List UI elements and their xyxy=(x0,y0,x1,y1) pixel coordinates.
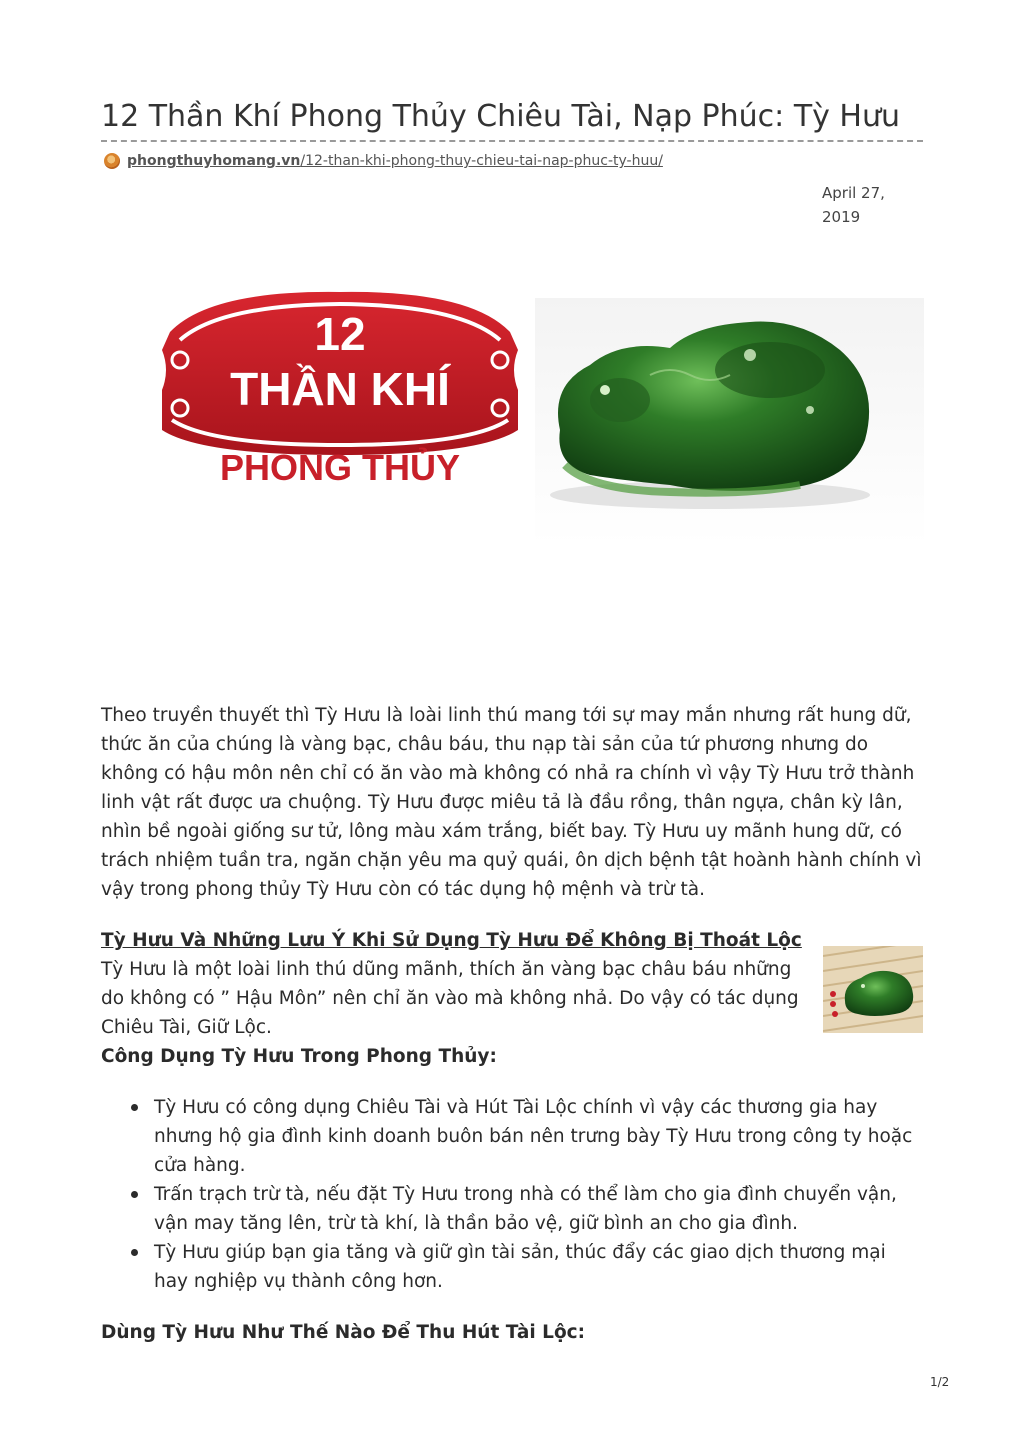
title-divider xyxy=(101,140,923,142)
subhead-link[interactable]: Tỳ Hưu Và Những Lưu Ý Khi Sử Dụng Tỳ Hưu Để Không Bị Thoát Lộc xyxy=(101,930,802,951)
intro-paragraph: Theo truyền thuyết thì Tỳ Hưu là loài linh thú mang tới sự may mắn nhưng rất hung dữ, thức ăn của chúng là vàng bạc, châu báu, thu nạp tài sản của tứ phương nhưng do không có hậu môn nên chỉ có ăn vào mà không có nhả ra chính vì vậy Tỳ Hưu trở thành linh vật rất được ưa chuộng. Tỳ Hưu được miêu tả là đầu rồng, thân ngựa, chân kỳ lân, nhìn bề ngoài giống sư tử, lông màu xám trắng, biết bay. Tỳ Hưu uy mãnh hung dữ, có trách nhiệm tuần tra, ngăn chặn yêu ma quỷ quái, ôn dịch bệnh tật hoành hành chính vì vậy trong phong thủy Tỳ Hưu còn có tác dụng hộ mệnh và trừ tà. xyxy=(101,705,922,900)
badge-number: 12 xyxy=(314,308,366,360)
badge-line2: PHONG THỦY xyxy=(219,447,461,488)
badge-line1: THẦN KHÍ xyxy=(230,363,450,415)
hero-image xyxy=(150,280,924,545)
badge-graphic xyxy=(162,292,518,488)
publish-date: April 27, 2019 xyxy=(822,184,885,226)
source-path: /12-than-khi-phong-thuy-chieu-tai-nap-phuc-ty-huu/ xyxy=(300,153,663,169)
page-number: 1/2 xyxy=(930,1375,950,1389)
source-domain: phongthuyhomang.vn xyxy=(127,153,301,169)
list-item: Trấn trạch trừ tà, nếu đặt Tỳ Hưu trong nhà có thể làm cho gia đình chuyển vận, vận may tăng lên, trừ tà khí, là thần bảo vệ, giữ bình an cho gia đình. xyxy=(101,1180,923,1238)
heading-how-to-use: Dùng Tỳ Hưu Như Thế Nào Để Thu Hút Tài Lộc: xyxy=(101,1322,586,1343)
uses-list xyxy=(101,1093,923,1296)
sub-paragraph: Tỳ Hưu là một loài linh thú dũng mãnh, thích ăn vàng bạc châu báu những do không có ” Hậu Môn” nên chỉ ăn vào mà không nhả. Do vậy có tác dụng Chiêu Tài, Giữ Lộc. xyxy=(101,959,799,1038)
list-item: Tỳ Hưu giúp bạn gia tăng và giữ gìn tài sản, thúc đẩy các giao dịch thương mại hay nghiệp vụ thành công hơn. xyxy=(101,1238,923,1296)
heading-uses: Công Dụng Tỳ Hưu Trong Phong Thủy: xyxy=(101,1046,497,1067)
article-title: 12 Thần Khí Phong Thủy Chiêu Tài, Nạp Phúc: Tỳ Hưu xyxy=(101,99,901,134)
jade-figure-graphic xyxy=(535,298,924,545)
source-line xyxy=(104,150,663,172)
site-favicon-icon xyxy=(104,153,120,169)
list-item: Tỳ Hưu có công dụng Chiêu Tài và Hút Tài Lộc chính vì vậy các thương gia hay nhưng hộ gia đình kinh doanh buôn bán nên trưng bày Tỳ Hưu trong công ty hoặc cửa hàng. xyxy=(101,1093,923,1180)
source-url-link[interactable] xyxy=(127,153,663,169)
ty-huu-thumbnail-image xyxy=(823,946,923,1033)
